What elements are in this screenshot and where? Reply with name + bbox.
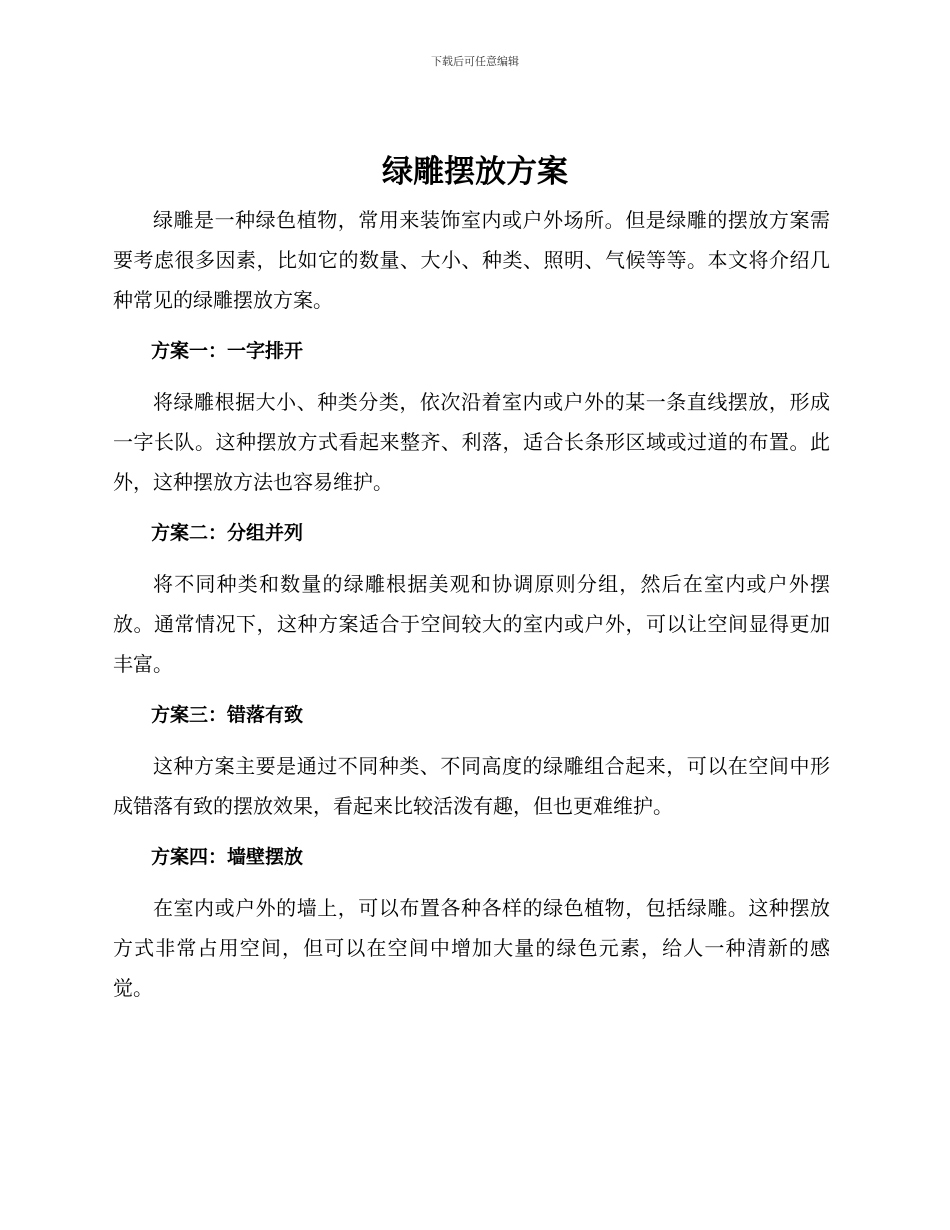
section-4-heading: 方案四：墙壁摆放 bbox=[151, 846, 304, 868]
document-title: 绿雕摆放方案 bbox=[382, 154, 568, 190]
section-3-body: 这种方案主要是通过不同种类、不同高度的绿雕组合起来，可以在空间中形成错落有致的摆放效果，看起来比较活泼有趣，但也更难维护。 bbox=[113, 754, 830, 818]
section-2-body: 将不同种类和数量的绿雕根据美观和协调原则分组，然后在室内或户外摆放。通常情况下，这种方案适合于空间较大的室内或户外，可以让空间显得更加丰富。 bbox=[113, 572, 830, 676]
section-1-body: 将绿雕根据大小、种类分类，依次沿着室内或户外的某一条直线摆放，形成一字长队。这种摆放方式看起来整齐、利落，适合长条形区域或过道的布置。此外，这种摆放方法也容易维护。 bbox=[113, 390, 830, 494]
section-3-heading: 方案三：错落有致 bbox=[151, 704, 304, 726]
section-1-heading: 方案一：一字排开 bbox=[151, 340, 304, 362]
section-4-body: 在室内或户外的墙上，可以布置各种各样的绿色植物，包括绿雕。这种摆放方式非常占用空间，但可以在空间中增加大量的绿色元素，给人一种清新的感觉。 bbox=[113, 896, 830, 1000]
document-body bbox=[113, 200, 830, 1008]
intro-paragraph: 绿雕是一种绿色植物，常用来装饰室内或户外场所。但是绿雕的摆放方案需要考虑很多因素，比如它的数量、大小、种类、照明、气候等等。本文将介绍几种常见的绿雕摆放方案。 bbox=[113, 208, 830, 312]
section-2-heading: 方案二：分组并列 bbox=[151, 522, 304, 544]
page-header-note: 下载后可任意编辑 bbox=[431, 55, 519, 68]
